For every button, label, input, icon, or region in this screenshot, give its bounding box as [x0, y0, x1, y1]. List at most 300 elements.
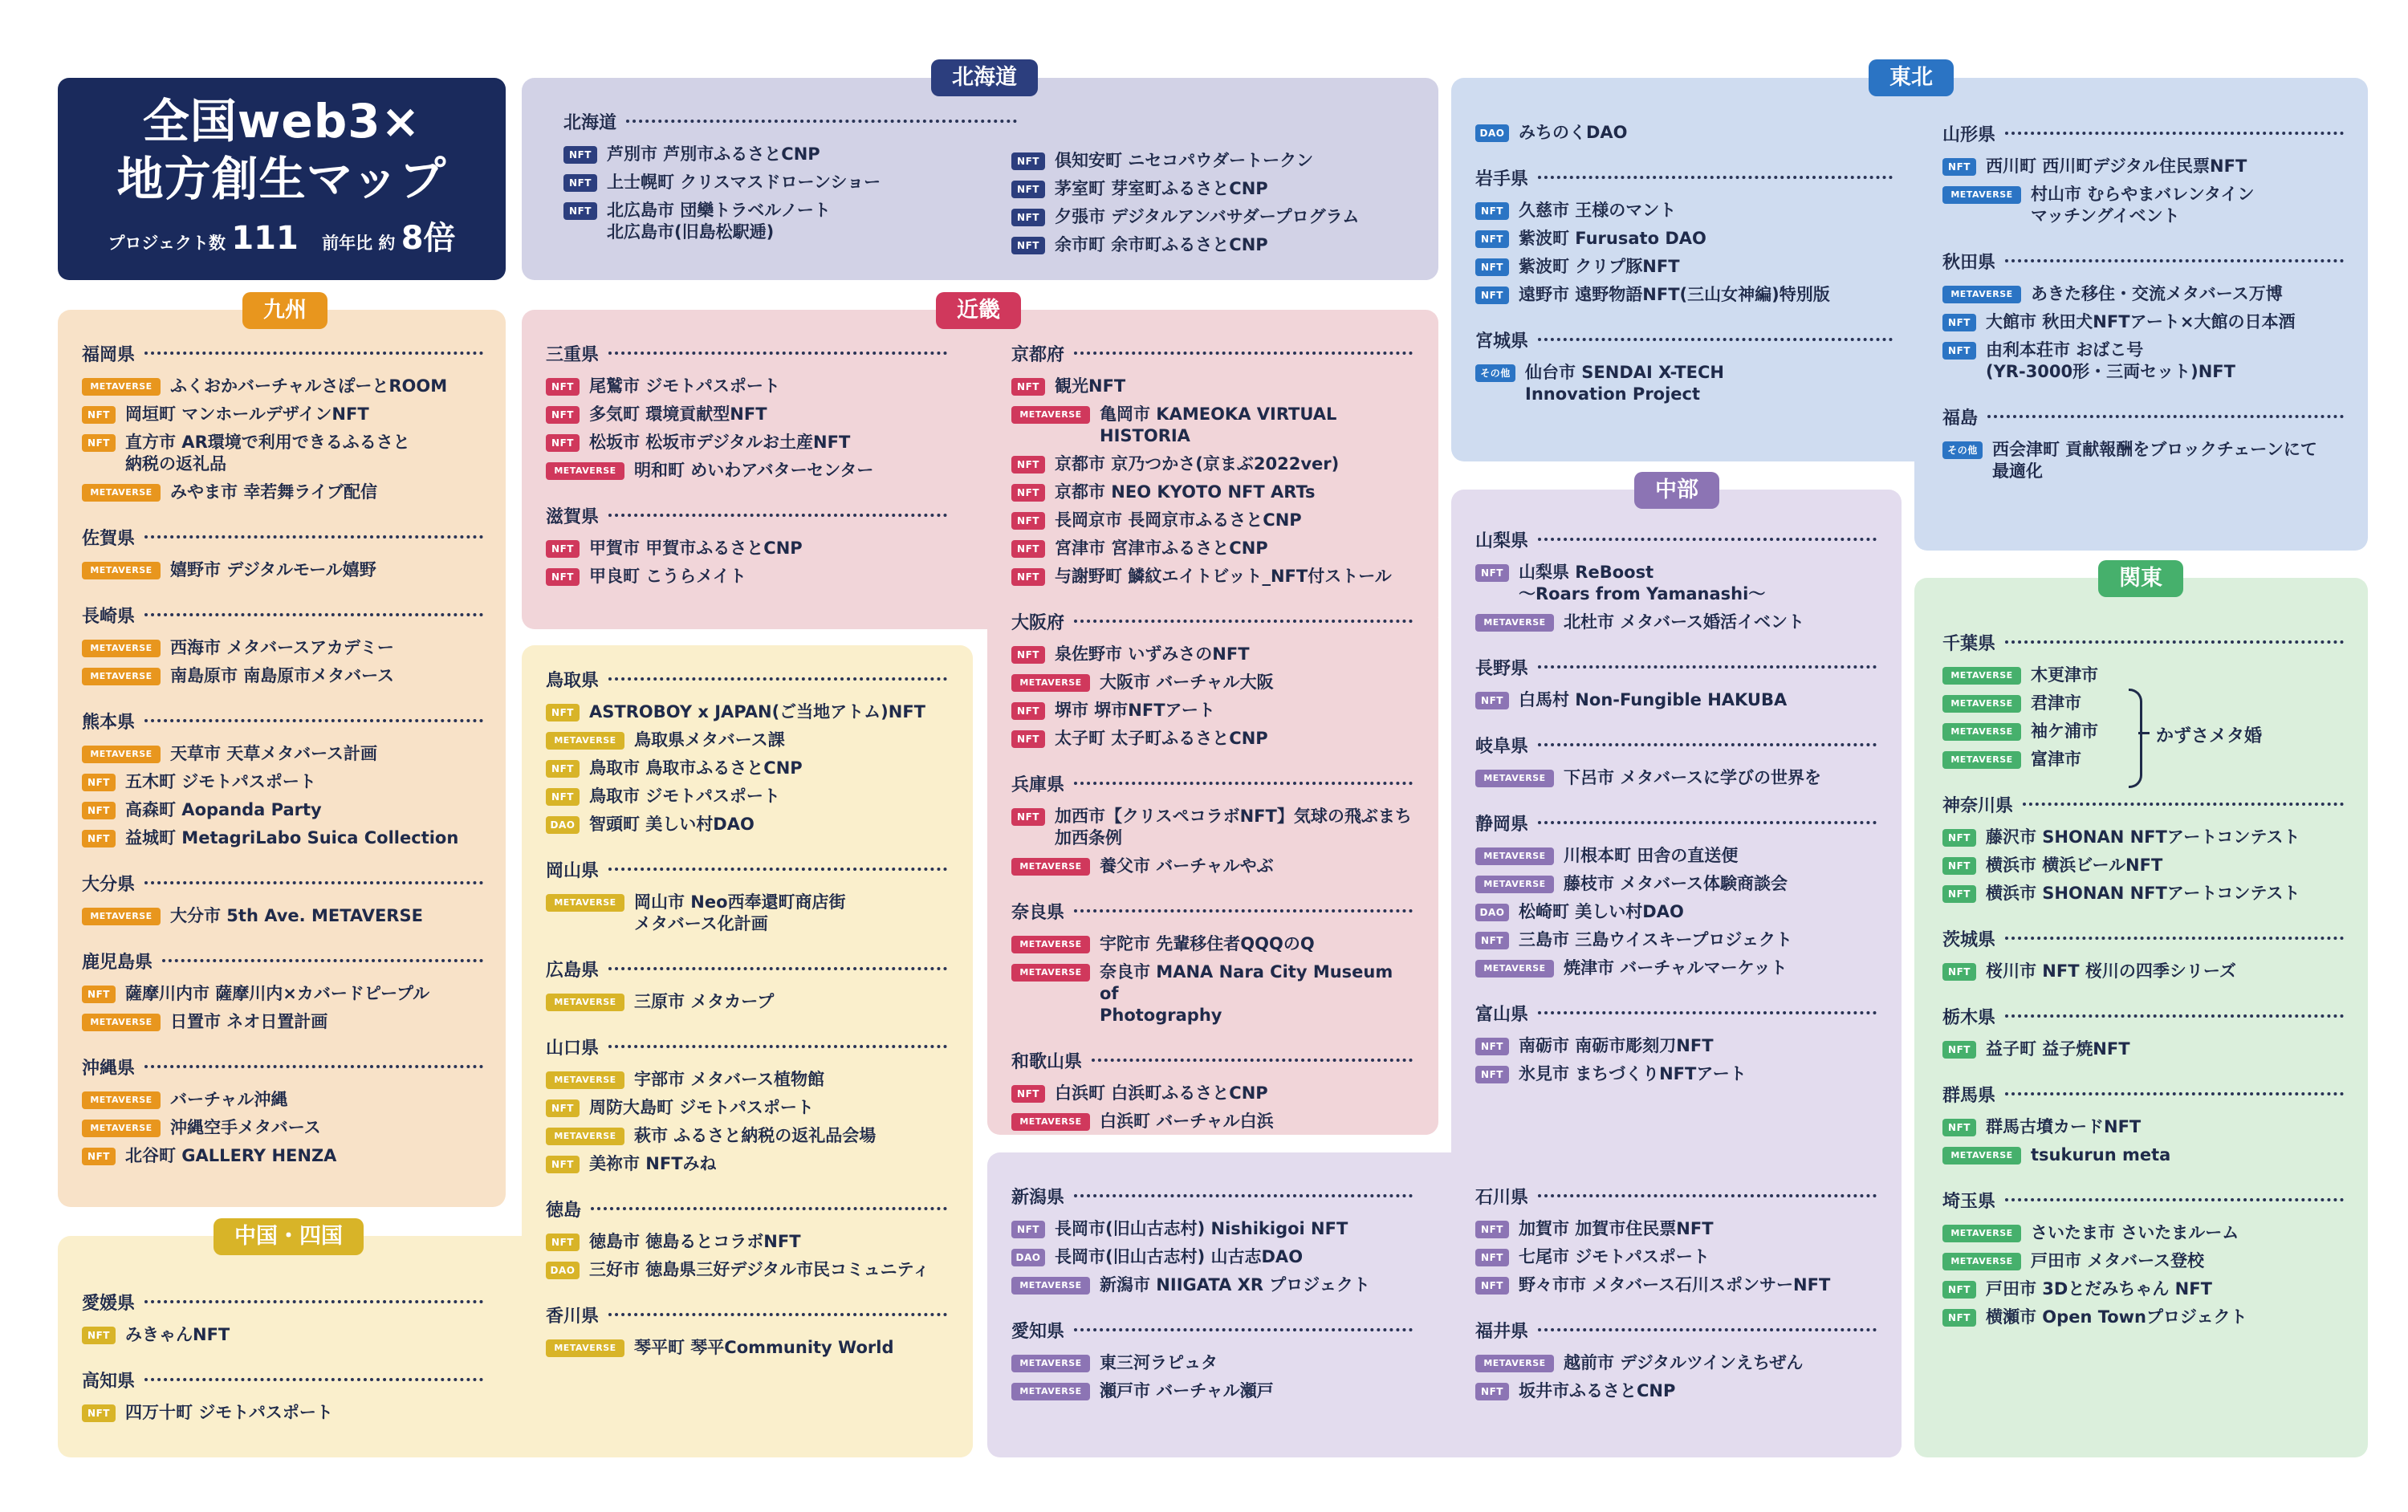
prefecture-name: 京都府	[1011, 344, 1065, 365]
prefecture-name: 福島	[1942, 408, 1979, 429]
prefecture-name: 大分県	[82, 874, 136, 895]
project-name: 瀬戸市 バーチャル瀬戸	[1100, 1381, 1274, 1400]
metaverse-badge: METAVERSE	[546, 1071, 624, 1089]
nft-badge: NFT	[1475, 1383, 1509, 1400]
kazusa-group-label: かずさメタ婚	[2156, 726, 2263, 746]
metaverse-badge: METAVERSE	[1475, 770, 1554, 787]
kinki-column-2	[1011, 340, 1413, 1153]
project-item	[1942, 855, 2344, 876]
group-spacer	[1011, 594, 1413, 608]
project-name: 宇部市 メタバース植物館	[634, 1070, 825, 1089]
dotted-leader	[144, 613, 483, 616]
prefecture-heading	[546, 1034, 947, 1059]
yoy-label: 前年比 約	[322, 234, 396, 253]
project-name: 沖縄空手メタバース	[170, 1118, 321, 1137]
prefecture-heading	[1942, 1003, 2344, 1029]
group-spacer	[82, 693, 483, 708]
metaverse-badge: METAVERSE	[546, 732, 624, 750]
project-name: 藤枝市 メタバース体験商談会	[1564, 874, 1788, 893]
group-spacer	[1942, 389, 2344, 404]
project-item	[1011, 538, 1413, 559]
chushikoku-column-1	[546, 666, 947, 1380]
project-name: 坂井市ふるさとCNP	[1519, 1381, 1676, 1400]
metaverse-badge: METAVERSE	[1475, 614, 1554, 632]
nft-badge: NFT	[1942, 1309, 1976, 1327]
metaverse-badge: METAVERSE	[1011, 1277, 1090, 1295]
nft-badge: NFT	[1475, 258, 1509, 276]
project-name: 五木町 ジモトパスポート	[125, 772, 316, 791]
project-item	[1011, 961, 1413, 1026]
project-item	[546, 566, 947, 587]
prefecture-name: 愛知県	[1011, 1321, 1065, 1342]
project-name: 遠野市 遠野物語NFT(三山女神編)特別版	[1519, 285, 1830, 304]
dotted-leader	[1538, 743, 1877, 746]
prefecture-name: 茨城県	[1942, 929, 1996, 950]
dotted-leader	[144, 1378, 483, 1381]
project-name: 長岡市(旧山古志村) 山古志DAO	[1055, 1247, 1304, 1266]
project-name: 宮津市 宮津市ふるさとCNP	[1055, 539, 1268, 558]
group-spacer	[1011, 1408, 1413, 1423]
project-name: 群馬古墳カードNFT	[1986, 1117, 2142, 1136]
prefecture-heading	[82, 1367, 483, 1392]
prefecture-heading	[1475, 526, 1877, 552]
dotted-leader	[2005, 1198, 2344, 1201]
project-item	[82, 1117, 483, 1139]
nft-badge: NFT	[1011, 181, 1045, 198]
group-spacer	[82, 510, 483, 524]
project-item	[82, 1402, 483, 1424]
project-item	[1475, 901, 1877, 923]
group-spacer	[563, 250, 1017, 264]
project-name: 周防大島町 ジモトパスポート	[589, 1098, 814, 1117]
nft-badge: NFT	[1942, 857, 1976, 875]
count-label: プロジェクト数	[108, 234, 226, 253]
metaverse-badge: METAVERSE	[1942, 751, 2021, 769]
metaverse-badge: METAVERSE	[82, 1120, 161, 1137]
project-item	[1011, 700, 1413, 721]
metaverse-badge: METAVERSE	[1475, 876, 1554, 893]
prefecture-name: 鹿児島県	[82, 952, 153, 973]
group-spacer	[1011, 756, 1413, 770]
project-item	[1011, 1218, 1413, 1240]
project-item	[1475, 612, 1877, 633]
project-item	[1011, 806, 1413, 849]
project-item	[1942, 1038, 2344, 1060]
prefecture-name: 千葉県	[1942, 633, 1996, 654]
nft-badge: NFT	[1011, 512, 1045, 530]
project-item	[1475, 362, 1893, 405]
project-name: 日置市 ネオ日置計画	[170, 1012, 328, 1031]
prefecture-name: 岐阜県	[1475, 736, 1529, 757]
project-name: 横瀬市 Open Townプロジェクト	[1986, 1307, 2247, 1327]
nft-badge: NFT	[1011, 568, 1045, 586]
prefecture-name: 新潟県	[1011, 1187, 1065, 1208]
prefecture-heading	[1475, 165, 1893, 190]
prefecture-name: 三重県	[546, 344, 600, 365]
prefecture-name: 広島県	[546, 960, 600, 981]
project-name: 戸田市 3Dとだみちゃん NFT	[1986, 1279, 2212, 1299]
prefecture-heading	[546, 666, 947, 692]
prefecture-name: 山形県	[1942, 124, 1996, 145]
region-tab-chubu: 中部	[1634, 472, 1719, 509]
prefecture-heading	[1942, 925, 2344, 951]
nft-badge: NFT	[1011, 237, 1045, 254]
prefecture-heading	[1942, 120, 2344, 146]
nft-badge: NFT	[1475, 1277, 1509, 1295]
group-spacer	[1475, 312, 1893, 327]
nft-badge: NFT	[546, 434, 580, 452]
map-title-box	[58, 78, 506, 280]
project-name: 泉佐野市 いずみさのNFT	[1055, 644, 1250, 664]
project-name: みちのくDAO	[1519, 123, 1628, 142]
nft-badge: NFT	[1475, 1038, 1509, 1055]
title-line-1: 全国web3×	[142, 94, 421, 148]
metaverse-badge: METAVERSE	[546, 1339, 624, 1357]
dotted-leader	[1074, 1194, 1413, 1197]
project-item	[1011, 1352, 1413, 1374]
prefecture-heading	[1475, 732, 1877, 758]
metaverse-badge: METAVERSE	[1011, 1355, 1090, 1372]
group-spacer	[1011, 262, 1413, 277]
project-name: 明和町 めいわアバターセンター	[634, 461, 874, 480]
project-item	[1011, 728, 1413, 750]
nft-badge: NFT	[563, 174, 597, 192]
project-item	[546, 1337, 947, 1359]
project-name: 村山市 むらやまバレンタイン マッチングイベント	[2031, 185, 2255, 226]
group-spacer	[1942, 234, 2344, 248]
project-item	[1475, 122, 1893, 144]
group-spacer	[546, 1019, 947, 1034]
prefecture-heading	[82, 708, 483, 734]
nft-badge: NFT	[1475, 932, 1509, 949]
metaverse-badge: METAVERSE	[82, 640, 161, 657]
nft-badge: NFT	[1011, 484, 1045, 502]
project-item	[1011, 1111, 1413, 1132]
nft-badge: NFT	[1011, 646, 1045, 664]
project-name: 桜川市 NFT 桜川の四季シリーズ	[1986, 961, 2236, 981]
prefecture-name: 鳥取県	[546, 670, 600, 691]
nft-badge: NFT	[82, 1148, 116, 1165]
group-spacer	[82, 1173, 483, 1188]
project-item	[82, 665, 483, 687]
project-item	[82, 404, 483, 425]
project-name: 四万十町 ジモトパスポート	[125, 1403, 333, 1422]
prefecture-name: 愛媛県	[82, 1293, 136, 1314]
project-name: 鳥取市 ジモトパスポート	[589, 786, 780, 806]
region-tab-chushikoku: 中国・四国	[214, 1218, 364, 1255]
project-item	[1475, 1352, 1877, 1374]
dotted-leader	[608, 1313, 947, 1316]
project-name: 上士幌町 クリスマスドローンショー	[607, 173, 881, 192]
nft-badge: NFT	[82, 802, 116, 819]
group-spacer	[1475, 640, 1877, 654]
group-spacer	[546, 1365, 947, 1380]
project-name: 直方市 AR環境で利用できるふるさと 納税の返礼品	[125, 433, 410, 474]
nft-badge: NFT	[1011, 730, 1045, 748]
project-item	[1942, 827, 2344, 848]
project-item	[1475, 256, 1893, 278]
nft-badge: NFT	[546, 378, 580, 396]
project-item	[1475, 562, 1877, 605]
prefecture-heading	[546, 956, 947, 982]
prefecture-name: 徳島	[546, 1200, 582, 1221]
project-name: 越前市 デジタルツインえちぜん	[1564, 1353, 1804, 1372]
project-item	[82, 376, 483, 397]
project-name: 富津市	[2031, 750, 2081, 769]
project-name: 三原市 メタカープ	[634, 992, 775, 1011]
project-name: 加西市【クリスペコラボNFT】気球の飛ぶまち 加西条例	[1055, 807, 1412, 847]
project-item	[1475, 1246, 1877, 1268]
title-line-2: 地方創生マップ	[116, 152, 447, 206]
dao-badge: DAO	[1475, 904, 1509, 921]
project-item	[82, 559, 483, 581]
project-name: 夕張市 デジタルアンバサダープログラム	[1055, 207, 1360, 226]
nft-badge: NFT	[1475, 1249, 1509, 1266]
project-item	[546, 758, 947, 779]
prefecture-name: 群馬県	[1942, 1085, 1996, 1106]
project-name: 余市町 余市町ふるさとCNP	[1055, 235, 1268, 254]
dotted-leader	[626, 120, 1017, 123]
project-item	[546, 701, 947, 723]
dotted-leader	[1538, 1328, 1877, 1331]
project-name: 智頭町 美しい村DAO	[589, 815, 755, 834]
nft-badge: NFT	[546, 788, 580, 806]
metaverse-badge: METAVERSE	[82, 908, 161, 925]
project-item	[563, 200, 1017, 243]
dao-badge: DAO	[1475, 124, 1509, 142]
project-name: 嬉野市 デジタルモール嬉野	[170, 560, 376, 579]
nft-badge: NFT	[82, 406, 116, 424]
tohoku-column-1	[1475, 122, 1893, 426]
project-name: 白浜町 白浜町ふるさとCNP	[1055, 1083, 1268, 1103]
project-item	[1942, 883, 2344, 904]
dotted-leader	[144, 1300, 483, 1303]
project-name: 氷見市 まちづくりNFTアート	[1519, 1064, 1747, 1083]
prefecture-heading	[1942, 629, 2344, 655]
project-name: 横浜市 SHONAN NFTアートコンテスト	[1986, 884, 2300, 903]
project-item	[1475, 228, 1893, 250]
project-name: 甲賀市 甲賀市ふるさとCNP	[589, 539, 803, 558]
project-name: 大分市 5th Ave. METAVERSE	[170, 906, 423, 925]
project-item	[1942, 184, 2344, 227]
prefecture-name: 福岡県	[82, 344, 136, 365]
kazusa-brace-tip	[2138, 732, 2150, 734]
project-name: 北広島市 団欒トラベルノート 北広島市(旧島松駅逓)	[607, 201, 831, 242]
project-name: 西海市 メタバースアカデミー	[170, 638, 394, 657]
project-name: 紫波町 クリプ豚NFT	[1519, 257, 1680, 276]
prefecture-heading	[82, 524, 483, 550]
project-item	[82, 482, 483, 503]
project-item	[1475, 689, 1877, 711]
group-spacer	[546, 1181, 947, 1196]
project-item	[1475, 1218, 1877, 1240]
project-name: 芦別市 芦別市ふるさとCNP	[607, 144, 820, 164]
metaverse-badge: METAVERSE	[1011, 964, 1090, 982]
prefecture-name: 埼玉県	[1942, 1191, 1996, 1212]
nft-badge: NFT	[1475, 692, 1509, 709]
group-spacer	[546, 1287, 947, 1302]
project-item	[546, 1231, 947, 1253]
project-name: 袖ケ浦市	[2031, 721, 2098, 741]
dotted-leader	[144, 1065, 483, 1068]
group-spacer	[82, 587, 483, 602]
project-item	[546, 432, 947, 453]
project-name: 新潟市 NIIGATA XR プロジェクト	[1100, 1275, 1370, 1295]
prefecture-name: 富山県	[1475, 1004, 1529, 1025]
project-name: 長岡京市 長岡京市ふるさとCNP	[1055, 510, 1302, 530]
prefecture-name: 岡山県	[546, 860, 600, 881]
prefecture-name: 長野県	[1475, 658, 1529, 679]
metaverse-badge: METAVERSE	[1011, 406, 1090, 424]
nft-badge: NFT	[82, 774, 116, 791]
dotted-leader	[2005, 640, 2344, 644]
project-name: 鳥取市 鳥取市ふるさとCNP	[589, 758, 803, 778]
project-name: 京都市 京乃つかさ(京まぶ2022ver)	[1055, 454, 1340, 474]
prefecture-heading	[1942, 791, 2344, 817]
project-name: 大阪市 バーチャル大阪	[1100, 673, 1274, 692]
dotted-leader	[144, 352, 483, 355]
project-name: 観光NFT	[1055, 376, 1126, 396]
dotted-leader	[1074, 782, 1413, 785]
prefecture-heading	[1475, 654, 1877, 680]
group-spacer	[1942, 989, 2344, 1003]
project-name: 由利本荘市 おばこ号 (YR-3000形・三両セット)NFT	[1986, 340, 2235, 381]
nft-badge: NFT	[1475, 287, 1509, 304]
prefecture-name: 奈良県	[1011, 902, 1065, 923]
dotted-leader	[1074, 352, 1413, 355]
group-spacer	[1942, 489, 2344, 503]
prefecture-name: 秋田県	[1942, 252, 1996, 273]
project-name: 松崎町 美しい村DAO	[1519, 902, 1684, 921]
project-item	[82, 1011, 483, 1033]
dotted-leader	[608, 677, 947, 681]
project-name: 与謝野町 鱗紋エイトビット_NFT付ストール	[1055, 567, 1392, 586]
project-item	[1942, 339, 2344, 383]
project-count: 111	[231, 220, 299, 257]
group-spacer	[1011, 1033, 1413, 1047]
group-spacer	[1942, 911, 2344, 925]
group-spacer	[1475, 795, 1877, 810]
dotted-leader	[608, 352, 947, 355]
kinki-column-1	[546, 340, 947, 608]
prefecture-heading	[82, 1054, 483, 1079]
region-tab-tohoku: 東北	[1869, 59, 1954, 96]
dotted-leader	[2005, 937, 2344, 940]
prefecture-heading	[82, 602, 483, 628]
project-item	[546, 1069, 947, 1091]
project-item	[1942, 1222, 2344, 1244]
nft-badge: NFT	[1475, 564, 1509, 582]
group-spacer	[1942, 1335, 2344, 1349]
metaverse-badge: METAVERSE	[1011, 858, 1090, 876]
project-name: 京都市 NEO KYOTO NFT ARTs	[1055, 482, 1316, 502]
project-item	[1011, 206, 1413, 228]
project-name: 美祢市 NFTみね	[589, 1154, 717, 1173]
metaverse-badge: METAVERSE	[546, 1128, 624, 1145]
project-item	[546, 814, 947, 835]
group-spacer	[546, 941, 947, 956]
nft-badge: NFT	[1475, 1066, 1509, 1083]
project-name: 七尾市 ジモトパスポート	[1519, 1247, 1710, 1266]
project-name: 仙台市 SENDAI X-TECH Innovation Project	[1525, 363, 1724, 404]
chubu-column-1	[1475, 526, 1877, 1106]
project-item	[1011, 566, 1413, 587]
project-name: 岡山市 Neo西奉還町商店街 メタバース化計画	[634, 892, 846, 933]
nft-badge: NFT	[546, 568, 580, 586]
dotted-leader	[1074, 620, 1413, 623]
project-item	[546, 730, 947, 751]
hokkaido-column-1	[563, 108, 1017, 264]
prefecture-heading	[1011, 1047, 1413, 1073]
dotted-leader	[1538, 1011, 1877, 1014]
metaverse-badge: METAVERSE	[1942, 695, 2021, 713]
project-name: 萩市 ふるさと納税の返礼品会場	[634, 1126, 877, 1145]
project-item	[546, 892, 947, 935]
nft-badge: NFT	[546, 1099, 580, 1117]
prefecture-name: 栃木県	[1942, 1007, 1996, 1028]
metaverse-badge: METAVERSE	[1475, 960, 1554, 978]
project-item	[1942, 439, 2344, 482]
dotted-leader	[1538, 538, 1877, 541]
prefecture-name: 熊本県	[82, 712, 136, 733]
project-name: 奈良市 MANA Nara City Museum of Photography	[1100, 962, 1393, 1025]
project-item	[1011, 482, 1413, 503]
nft-badge: NFT	[82, 434, 116, 452]
metaverse-badge: METAVERSE	[1011, 1113, 1090, 1131]
prefecture-heading	[1011, 1317, 1413, 1343]
metaverse-badge: METAVERSE	[1475, 847, 1554, 865]
project-name: 太子町 太子町ふるさとCNP	[1055, 729, 1268, 748]
project-item	[546, 1097, 947, 1119]
nft-badge: NFT	[1942, 885, 1976, 903]
project-item	[1942, 693, 2344, 714]
prefecture-name: 大阪府	[1011, 612, 1065, 633]
nft-badge: NFT	[1942, 1119, 1976, 1136]
prefecture-name: 高知県	[82, 1371, 136, 1392]
nft-badge: NFT	[1942, 963, 1976, 981]
metaverse-badge: METAVERSE	[1011, 1383, 1090, 1400]
prefecture-heading	[1475, 810, 1877, 835]
kazusa-brace	[2129, 689, 2142, 788]
nft-badge: NFT	[1011, 378, 1045, 396]
prefecture-name: 香川県	[546, 1306, 600, 1327]
project-item	[546, 538, 947, 559]
dotted-leader	[1538, 338, 1893, 341]
dotted-leader	[2005, 259, 2344, 262]
group-spacer	[82, 933, 483, 948]
nft-badge: NFT	[1475, 230, 1509, 248]
dotted-leader	[144, 719, 483, 722]
prefecture-heading	[563, 108, 1017, 134]
prefecture-heading	[1011, 340, 1413, 366]
group-spacer	[1942, 1067, 2344, 1081]
nft-badge: NFT	[546, 1156, 580, 1173]
dotted-leader	[608, 1045, 947, 1048]
kyushu-column	[82, 340, 483, 1188]
project-name: 益子町 益子焼NFT	[1986, 1039, 2130, 1059]
nft-badge: NFT	[546, 540, 580, 558]
project-item	[82, 743, 483, 765]
group-spacer	[1475, 717, 1877, 732]
project-item	[82, 432, 483, 475]
prefecture-heading	[1475, 1183, 1877, 1209]
project-item	[1942, 961, 2344, 982]
dotted-leader	[1538, 1194, 1877, 1197]
nft-badge: NFT	[1011, 209, 1045, 226]
project-item	[546, 404, 947, 425]
project-item	[1942, 1116, 2344, 1138]
project-item	[546, 786, 947, 807]
